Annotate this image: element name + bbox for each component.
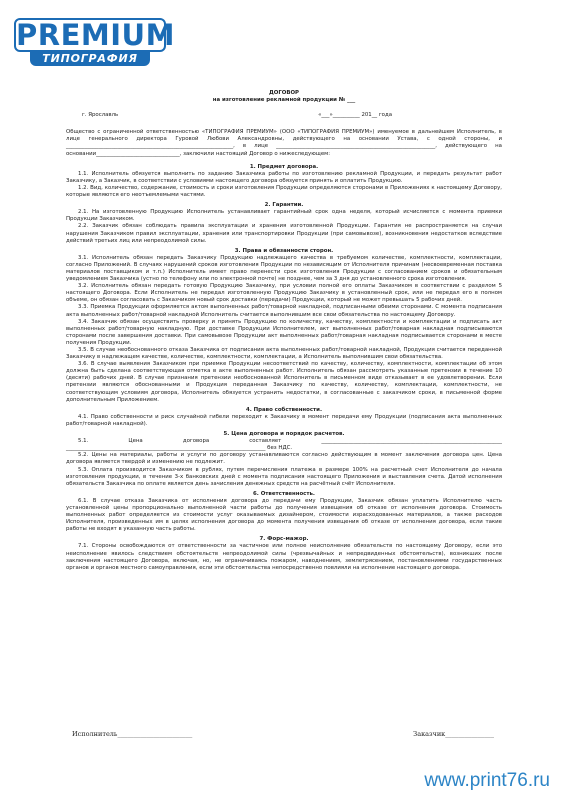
clause-paragraph: 3.1. Исполнитель обязан передать Заказчику Продукцию надлежащего качества в требуемом количестве, комплектности, комплектации, согласно Приложений. В случаях нарушений сроков изготовления Продукции по независящим от Исполнителя причинам (несвоевременная поставка материалов поставщиком и т.п.) Исполнитель имеет право перенести срок изготовления Продукции с согласованием сроков и обязательным уведомлением Заказчика (устно по телефону или по электронной почте) не позднее, чем за 3 дня до установленного срока изготовления.	[66, 254, 502, 283]
city-date-row	[82, 112, 502, 119]
clause-paragraph: 5.3. Оплата производится Заказчиком в рублях, путем перечисления платежа в размере 100% на расчетный счет Исполнителя до начала изготовления продукции, в течение 3-х банковских дней с момента подписания настоящего Приложения и выставления счета. Датой исполнения обязательств Заказчика по оплате является день зачисления денежных средств на расчётный счёт Исполнителя.	[66, 466, 502, 487]
contract-date: «___»__________ 201__ года	[318, 112, 392, 119]
clause-paragraph: 3.5. В случае необоснованного отказа Заказчика от подписания акта выполненных работ/товарной накладной, Продукция считается переданной Заказчику в надлежащем качестве, количестве, комплектности, комплектации, а Исполнитель выполнившим свои обязательства.	[66, 347, 502, 361]
clause-paragraph: 5.2. Цены на материалы, работы и услуги по договору устанавливаются согласно действующим в момент заключения договора цен. Цена договора является твердой и изменению не подлежит.	[66, 452, 502, 466]
section-title: 5. Цена договора и порядок расчетов.	[223, 431, 345, 438]
clause-paragraph: 6.1. В случае отказа Заказчика от исполнения договора до передачи ему Продукции, Заказчик обязан уплатить Исполнителю часть установленной цены пропорционально выполненной части работы до получения извещения об отказе от исполнения договора. Стоимость выполненных работ определяется из стоимости услуг оказываемых дизайнером, стоимости израсходованных материалов, а также расходов Исполнителя, произведенных им в целях исполнения договора до момента получения извещения об отказе от исполнения договора, если такие работы не входят в указанную часть работы.	[66, 497, 502, 533]
executor-signature: Исполнитель_______________________	[72, 730, 193, 738]
clause-paragraph: 4.1. Право собственности и риск случайной гибели переходит к Заказчику в момент передачи ему Продукции (подписания акта выполненных работ/товарной накладной).	[66, 413, 502, 427]
section-title: 4. Право собственности.	[245, 406, 323, 413]
clause-paragraph: 3.3. Приемка Продукции оформляется актом выполненных работ/товарной накладной, подписанными обеими сторонами. С момента подписания акта выполненных работ/товарной накладной Исполнитель считается выполнившим все свои обязательства по настоящему Договору.	[66, 304, 502, 318]
logo-subtitle: ТИПОГРАФИЯ	[30, 52, 150, 66]
contract-title: ДОГОВОР	[268, 90, 300, 96]
clause-paragraph: 5.1. Цена договора составляет ___________________________________________________________________ __________________________________________________________________________ без НДС.	[66, 438, 502, 452]
signature-row	[72, 730, 494, 738]
section-title: 1. Предмет договора.	[249, 163, 319, 170]
intro-paragraph: Общество с ограниченной ответственностью «ТИПОГРАФИЯ ПРЕМИУМ» (ООО «ТИПОГРАФИЯ ПРЕМИУМ») именуемое в дальнейшем Исполнитель, в лице генерального директора Гуровой Любови Александровны, действующего на основании Устава, с одной стороны, и ______________________________________________________________, в лице ___________________________________________________________, действующего на основании_______________________________, заключили настоящий Договор о нижеследующем:	[66, 129, 502, 157]
contract-subtitle: на изготовление рекламной продукции № ___	[212, 97, 356, 104]
section-title: 6. Ответственность.	[253, 490, 315, 497]
section-title: 3. Права и обязанности сторон.	[234, 247, 334, 254]
logo	[14, 18, 175, 68]
sections	[66, 164, 502, 572]
section-title: 7. Форс-мажор.	[259, 536, 309, 543]
clause-paragraph: 2.2. Заказчик обязан соблюдать правила эксплуатации и хранения изготовленной Продукции. Гарантия не распространяется на случаи нарушения Заказчиком правил эксплуатации, хранения или транспортировки Продукции (при самовывозе), возникновения недостатков вследствие действий третьих лиц или непреодолимой силы.	[66, 223, 502, 244]
clause-paragraph: 1.2. Вид, количество, содержание, стоимость и сроки изготовления Продукции определяются сторонами в Приложениях к настоящему Договору, которые являются его неотъемлемыми частями.	[66, 184, 502, 199]
clause-paragraph: 7.1. Стороны освобождаются от ответственности за частичное или полное неисполнение обязательств по настоящему Договору, если это неисполнение явилось следствием обстоятельств непреодолимой силы (чрезвычайных и непредвиденных обстоятельств), возникших после заключения настоящего Договора, включая, но, не ограничиваясь пожаром, наводнением, землетрясением, постановлениями государственных органов и органов местного самоуправления, если эти обстоятельства непосредственно повлияли на исполнение настоящего договора.	[66, 543, 502, 571]
clause-paragraph: 3.6. В случае выявления Заказчиком при приемке Продукции несоответствий по качеству, количеству, комплектности, комплектации об этом должна быть сделана соответствующая отметка в акте выполненных работ. Исполнитель обязан рассмотреть указанные претензии в течение 10 (десяти) рабочих дней. В случае признания претензии необоснованной Исполнитель в письменном виде отказывает в ее удовлетворении. Если претензии являются обоснованными и Продукция переданная Заказчику по качеству, количеству, комплектации, комплектности, не соответствующим условиям договора, Исполнитель обязуется устранить недостатки, в согласованные с заказчиком сроки, в письменной форме дополнительным Приложением.	[66, 361, 502, 403]
clause-paragraph: 3.2. Исполнитель обязан передать готовую Продукцию Заказчику, при условии полной его оплаты Заказчиком в соответствии с разделом 5 настоящего Договора. Если Исполнитель не передал изготовленную Продукцию Заказчику в установленный срок, или не передал его в полном объеме, он обязан согласовать с Заказчиком новый срок доставки (передачи) Продукции, который не может превышать 5 рабочих дней.	[66, 283, 502, 304]
customer-signature: Заказчик_______________	[413, 730, 494, 738]
clause-paragraph: 3.4. Заказчик обязан осуществить проверку и принять Продукцию по количеству, качеству, комплектности и комплектации и подписать акт выполненных работ/товарную накладную. При доставке Продукции Исполнителем, акт выполненных работ/товарная накладная подписываются сторонами после завершения доставки. При самовывозе Продукции акт выполненных работ/товарная накладная подписывается сторонами в месте получения Продукции.	[66, 318, 502, 346]
contract-document	[66, 90, 502, 572]
logo-brand: PREMIUM	[16, 18, 175, 52]
section-title: 2. Гарантии.	[264, 202, 304, 209]
website-link[interactable]: www.print76.ru	[424, 770, 550, 791]
city: г. Ярославль	[82, 112, 119, 119]
clause-paragraph: 1.1. Исполнитель обязуется выполнить по заданию Заказчика работы по изготовлению рекламной Продукции, и передать результат работ Заказчику, а Заказчик, в соответствии с условиями настоящего договора обязуется принять и оплатить Продукцию.	[66, 170, 502, 184]
clause-paragraph: 2.1. На изготовленную Продукцию Исполнитель устанавливает гарантийный срок одна неделя, который исчисляется с момента приемки Продукции Заказчиком.	[66, 209, 502, 223]
